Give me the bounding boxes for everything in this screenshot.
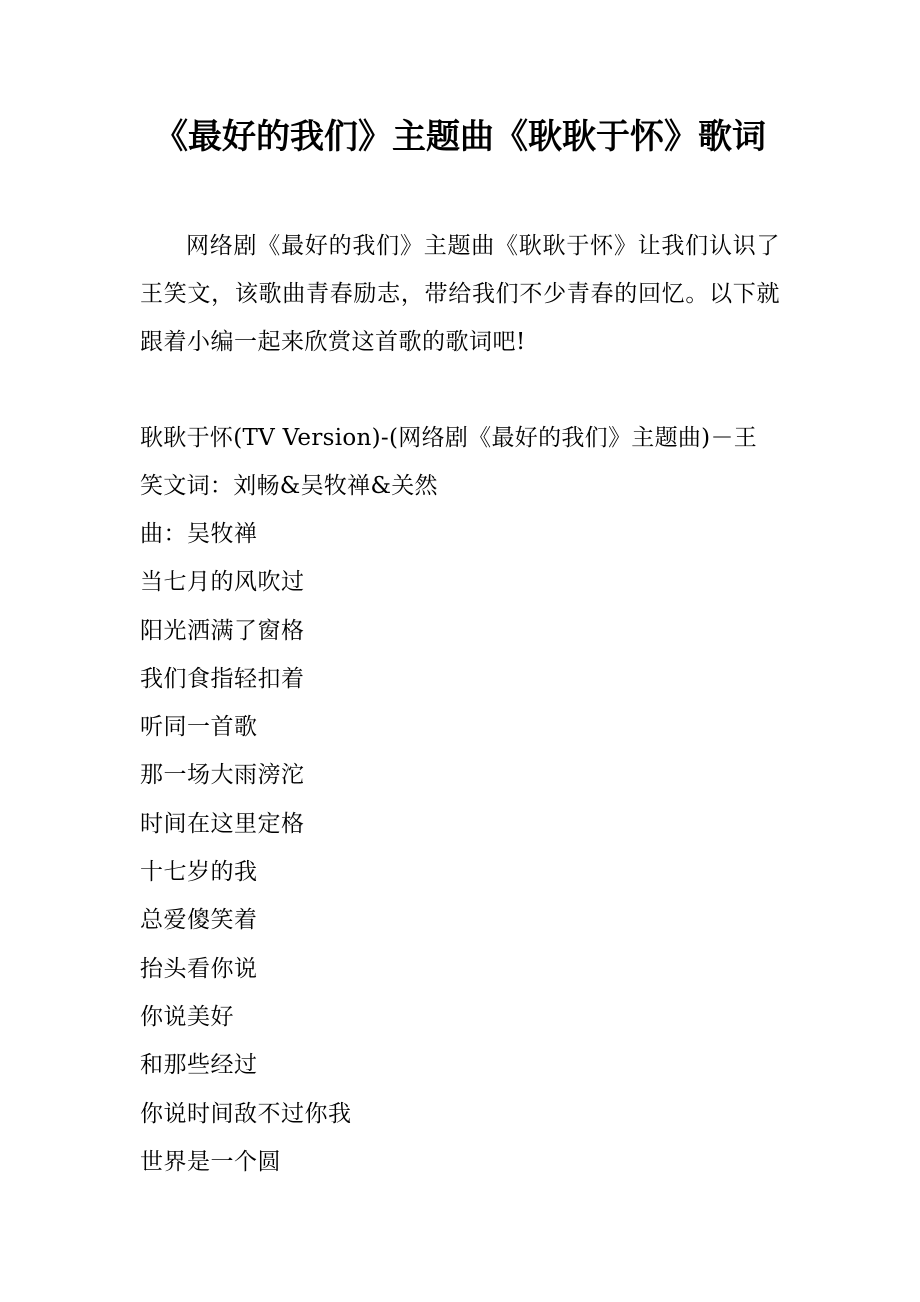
lyric-line: 时间在这里定格 <box>140 810 305 837</box>
document-title: 《最好的我们》主题曲《耿耿于怀》歌词 <box>154 117 766 157</box>
lyric-line: 十七岁的我 <box>140 859 258 886</box>
lyric-line: 阳光洒满了窗格 <box>140 617 305 644</box>
lyric-line: 世界是一个圆 <box>140 1148 281 1175</box>
lyric-line: 抬头看你说 <box>140 955 258 982</box>
lyric-line: 那一场大雨滂沱 <box>140 762 305 789</box>
lyric-line: 总爱傻笑着 <box>140 907 258 934</box>
lyric-line: 曲：吴牧禅 <box>140 521 258 547</box>
lyric-line: 和那些经过 <box>140 1052 258 1079</box>
lyric-line: 听同一首歌 <box>140 714 258 741</box>
lyrics-list <box>140 510 780 1186</box>
song-credits: 耿耿于怀(TV Version)-(网络剧《最好的我们》主题曲)－王笑文词：刘畅&吴牧禅&关然 <box>140 425 758 499</box>
lyric-line: 我们食指轻扣着 <box>140 665 305 692</box>
intro-paragraph: 网络剧《最好的我们》主题曲《耿耿于怀》让我们认识了王笑文，该歌曲青春励志，带给我们不少青春的回忆。以下就跟着小编一起来欣赏这首歌的歌词吧! <box>140 233 780 355</box>
lyric-line: 当七月的风吹过 <box>140 569 305 596</box>
lyric-line: 你说时间敌不过你我 <box>140 1100 352 1127</box>
lyric-line: 你说美好 <box>140 1003 234 1030</box>
